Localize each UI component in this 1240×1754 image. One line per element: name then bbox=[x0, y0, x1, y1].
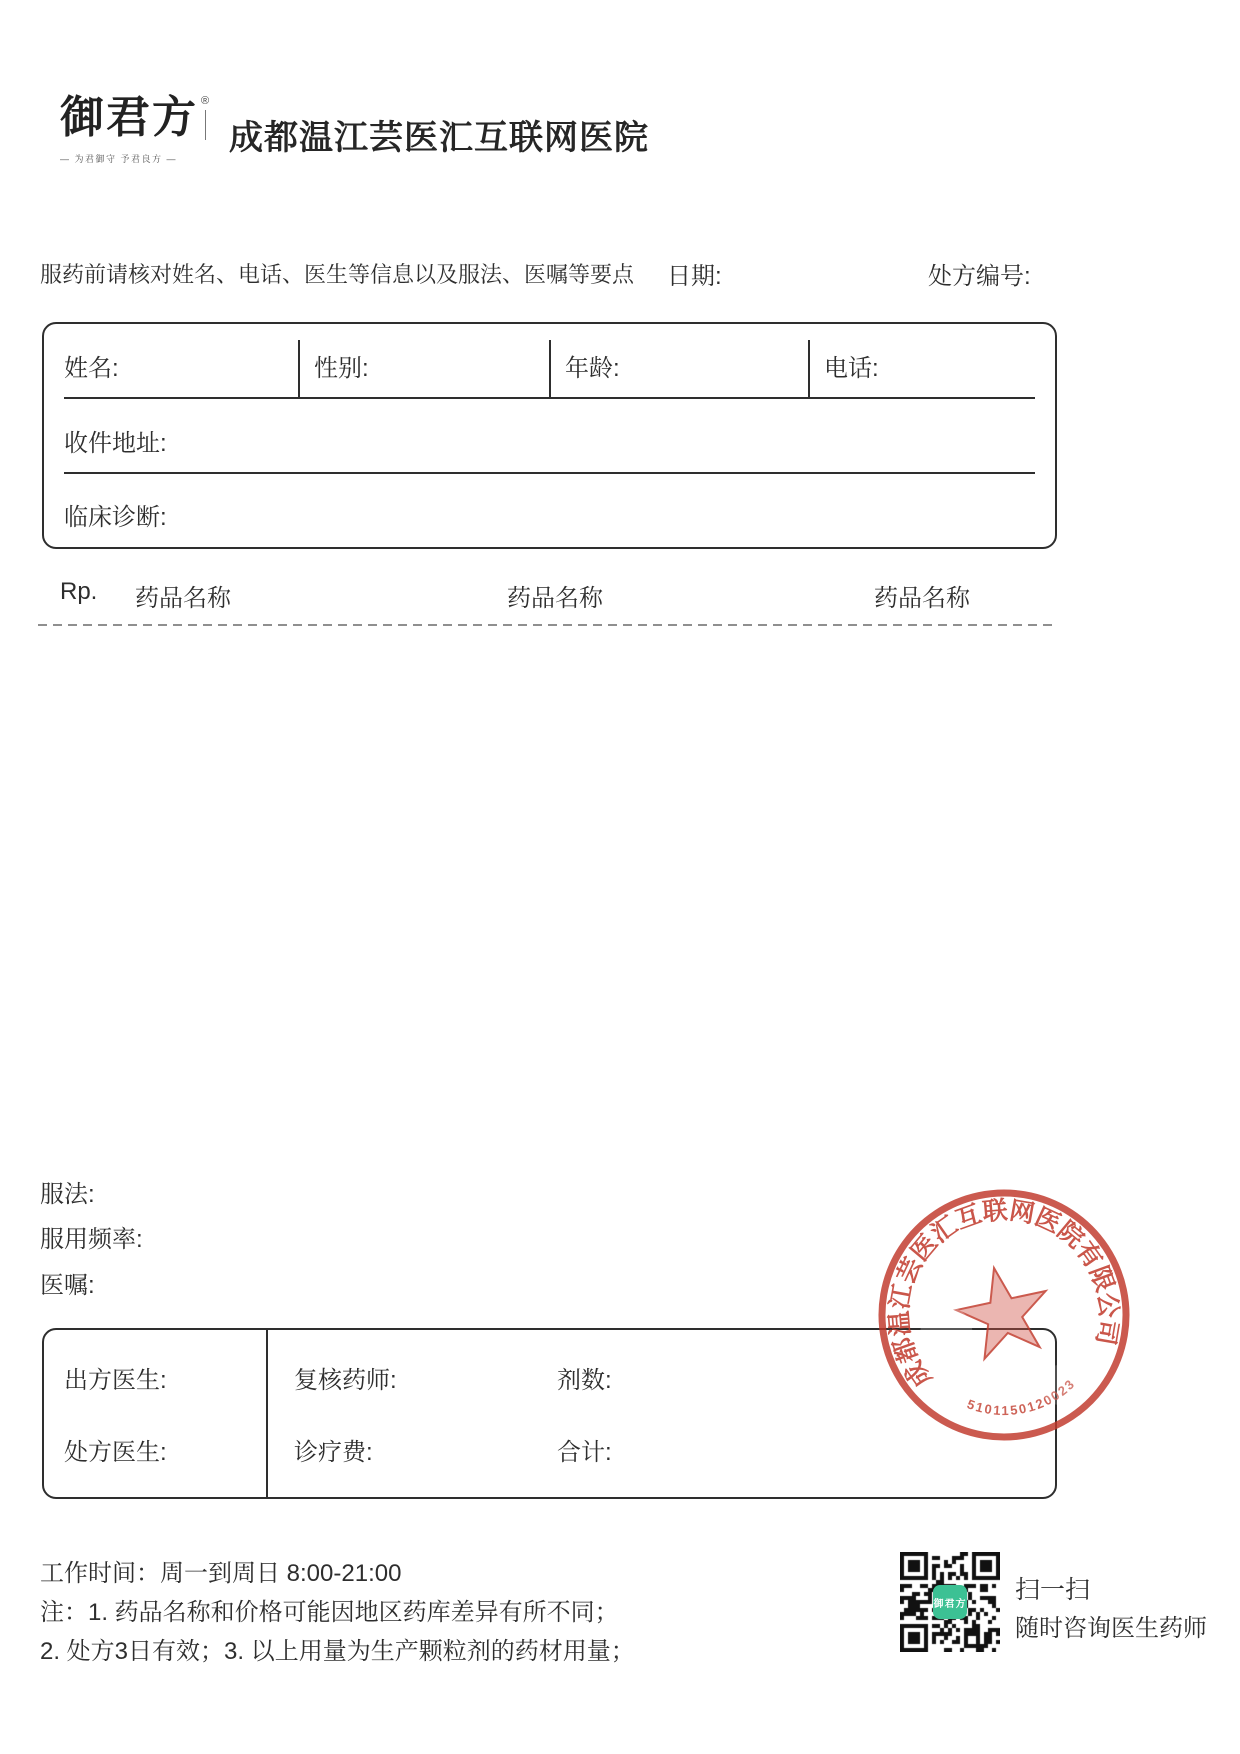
note-line-2: 2. 处方3日有效；3. 以上用量为生产颗粒剂的药材用量； bbox=[40, 1638, 635, 1665]
shipping-address-label: 收件地址: bbox=[64, 430, 167, 457]
divider bbox=[266, 1330, 268, 1497]
drug-name-column-1: 药品名称 bbox=[135, 585, 231, 612]
dose-count-label: 剂数: bbox=[557, 1367, 612, 1394]
issuing-doctor-label: 出方医生: bbox=[64, 1367, 167, 1394]
review-pharmacist-label: 复核药师: bbox=[294, 1367, 397, 1394]
patient-info-box bbox=[42, 322, 1057, 549]
qr-center-logo: 御君方 bbox=[933, 1585, 967, 1619]
note-line-1: 注：1. 药品名称和价格可能因地区药库差异有所不同； bbox=[40, 1599, 619, 1626]
doctor-advice-label: 医嘱: bbox=[40, 1272, 95, 1299]
brand-vertical-rule bbox=[205, 110, 206, 140]
brand-tagline: — 为君御守 予君良方 — bbox=[60, 154, 178, 165]
divider bbox=[64, 397, 1035, 399]
scan-subtitle: 随时咨询医生药师 bbox=[1015, 1615, 1207, 1642]
drug-name-column-3: 药品名称 bbox=[874, 585, 970, 612]
signoff-box bbox=[42, 1328, 1057, 1499]
brand-name: 御君方 bbox=[60, 92, 198, 143]
verification-notice: 服药前请核对姓名、电话、医生等信息以及服法、医嘱等要点 bbox=[40, 262, 635, 287]
patient-gender-label: 性别: bbox=[314, 355, 369, 382]
usage-frequency-label: 服用频率: bbox=[40, 1226, 143, 1253]
date-label: 日期: bbox=[667, 263, 722, 290]
divider bbox=[808, 340, 810, 397]
patient-name-label: 姓名: bbox=[64, 355, 119, 382]
brand-side-mark bbox=[201, 94, 209, 140]
patient-phone-label: 电话: bbox=[824, 355, 879, 382]
divider bbox=[549, 340, 551, 397]
consult-fee-label: 诊疗费: bbox=[294, 1439, 373, 1466]
brand-reg-mark: ® bbox=[201, 95, 210, 107]
working-hours: 工作时间：周一到周日 8:00-21:00 bbox=[40, 1560, 402, 1587]
hospital-title: 成都温江芸医汇互联网医院 bbox=[229, 119, 649, 157]
brand-logo bbox=[60, 94, 210, 165]
usage-method-label: 服法: bbox=[40, 1181, 95, 1208]
rp-label: Rp. bbox=[60, 578, 98, 605]
total-label: 合计: bbox=[557, 1439, 612, 1466]
dashed-separator bbox=[38, 624, 1052, 626]
drug-name-column-2: 药品名称 bbox=[507, 585, 603, 612]
divider bbox=[64, 472, 1035, 474]
divider bbox=[298, 340, 300, 397]
scan-label: 扫一扫 bbox=[1015, 1576, 1091, 1604]
patient-age-label: 年龄: bbox=[565, 355, 620, 382]
rx-number-label: 处方编号: bbox=[928, 263, 1031, 290]
clinical-diagnosis-label: 临床诊断: bbox=[64, 504, 167, 531]
prescribing-doctor-label: 处方医生: bbox=[64, 1439, 167, 1466]
seal-number-text: 5101150120023 bbox=[965, 1375, 1079, 1419]
seal-company-text: 成都温江芸医汇互联网医院有限公司 bbox=[885, 1196, 1123, 1393]
